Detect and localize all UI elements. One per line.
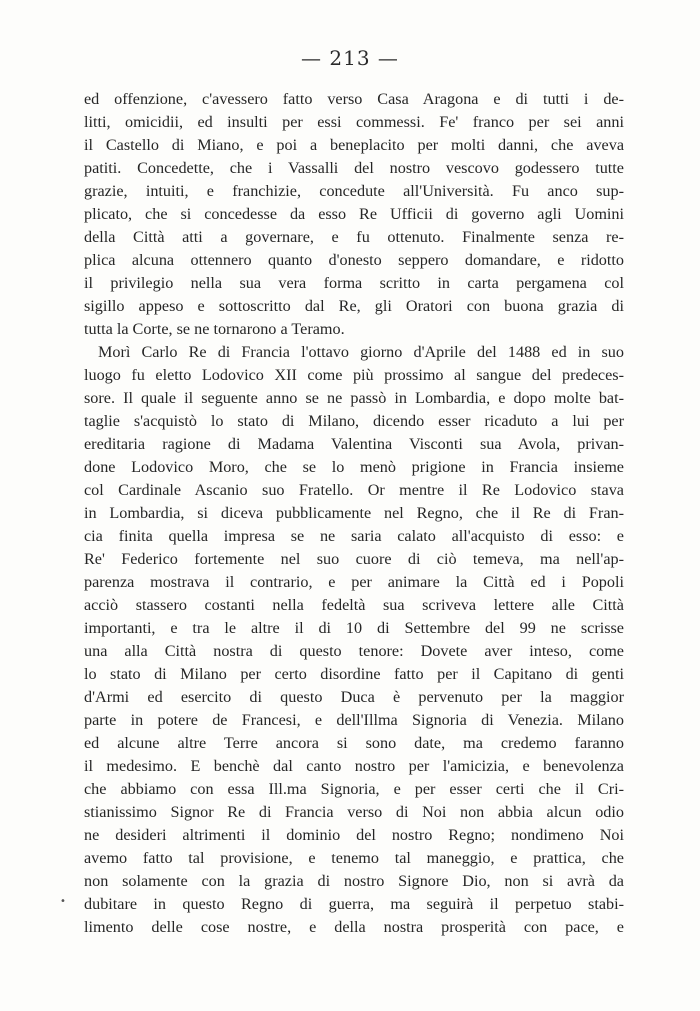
text-line: acciò stassero costanti nella fedeltà sua scriveva lettere alle Città	[84, 596, 624, 614]
text-line: il Castello di Miano, e poi a beneplacito per molti danni, che aveva	[84, 136, 624, 154]
text-line: stianissimo Signor Re di Francia verso di Noi non abbia alcun odio	[84, 803, 624, 821]
text-line: litti, omicidii, ed insulti per essi commessi. Fe' franco per sei anni	[84, 113, 624, 131]
text-line: parte in potere de Francesi, e dell'Illma Signoria di Venezia. Milano	[84, 711, 624, 729]
text-line: luogo fu eletto Lodovico XII come più prossimo al sangue del predeces-	[84, 366, 624, 384]
text-line: plica alcuna ottennero quanto d'onesto seppero domandare, e ridotto	[84, 251, 624, 269]
text-line: cia finita quella impresa se ne saria calato all'acquisto di esso: e	[84, 527, 624, 545]
text-line: grazie, intuiti, e franchizie, concedute all'Università. Fu anco sup-	[84, 182, 624, 200]
text-line: lo stato di Milano per certo disordine fatto per il Capitano di genti	[84, 665, 624, 683]
text-line: parenza mostrava il contrario, e per animare la Città ed i Popoli	[84, 573, 624, 591]
paragraph-start-line: Morì Carlo Re di Francia l'ottavo giorno d'Aprile del 1488 ed in suo	[98, 343, 624, 361]
body-text	[84, 88, 624, 939]
text-line: della Città atti a governare, e fu ottenuto. Finalmente senza re-	[84, 228, 624, 246]
text-line: limento delle cose nostre, e della nostra prosperità con pace, e	[84, 918, 624, 936]
text-line: done Lodovico Moro, che se lo menò prigione in Francia insieme	[84, 458, 624, 476]
text-line: taglie s'acquistò lo stato di Milano, dicendo esser ricaduto a lui per	[84, 412, 624, 430]
text-line: col Cardinale Ascanio suo Fratello. Or mentre il Re Lodovico stava	[84, 481, 624, 499]
text-line: dubitare in questo Regno di guerra, ma seguirà il perpetuo stabi-	[84, 895, 624, 913]
text-line: importanti, e tra le altre il di 10 di Settembre del 99 ne scrisse	[84, 619, 624, 637]
text-line: che abbiamo con essa Ill.ma Signoria, e per esser certi che il Cri-	[84, 780, 624, 798]
text-line: il medesimo. E benchè dal canto nostro per l'amicizia, e benevolenza	[84, 757, 624, 775]
margin-dot-mark: •	[60, 896, 66, 907]
text-line: non solamente con la grazia di nostro Signore Dio, non si avrà da	[84, 872, 624, 890]
page-number: — 213 —	[301, 46, 399, 70]
text-line: ed alcune altre Terre ancora si sono date, ma credemo faranno	[84, 734, 624, 752]
text-line: ne desideri altrimenti il dominio del nostro Regno; nondimeno Noi	[84, 826, 624, 844]
text-line: avemo fatto tal provisione, e tenemo tal maneggio, e prattica, che	[84, 849, 624, 867]
text-line: una alla Città nostra di questo tenore: Dovete aver inteso, come	[84, 642, 624, 660]
text-line: patiti. Concedette, che i Vassalli del nostro vescovo godessero tutte	[84, 159, 624, 177]
text-line: ed offenzione, c'avessero fatto verso Casa Aragona e di tutti i de-	[84, 90, 624, 108]
text-line: tutta la Corte, se ne tornarono a Teramo.	[84, 320, 345, 338]
text-line: Re' Federico fortemente nel suo cuore di ciò temeva, ma nell'ap-	[84, 550, 624, 568]
text-line: plicato, che si concedesse da esso Re Ufficii di governo agli Uomini	[84, 205, 624, 223]
text-line: il privilegio nella sua vera forma scritto in carta pergamena col	[84, 274, 624, 292]
text-line: ereditaria ragione di Madama Valentina Visconti sua Avola, privan-	[84, 435, 624, 453]
text-line: sigillo appeso e sottoscritto dal Re, gli Oratori con buona grazia di	[84, 297, 624, 315]
text-line: sore. Il quale il seguente anno se ne passò in Lombardia, e dopo molte bat-	[84, 389, 624, 407]
text-line: in Lombardia, si diceva pubblicamente nel Regno, che il Re di Fran-	[84, 504, 624, 522]
text-line: d'Armi ed esercito di questo Duca è pervenuto per la maggior	[84, 688, 624, 706]
